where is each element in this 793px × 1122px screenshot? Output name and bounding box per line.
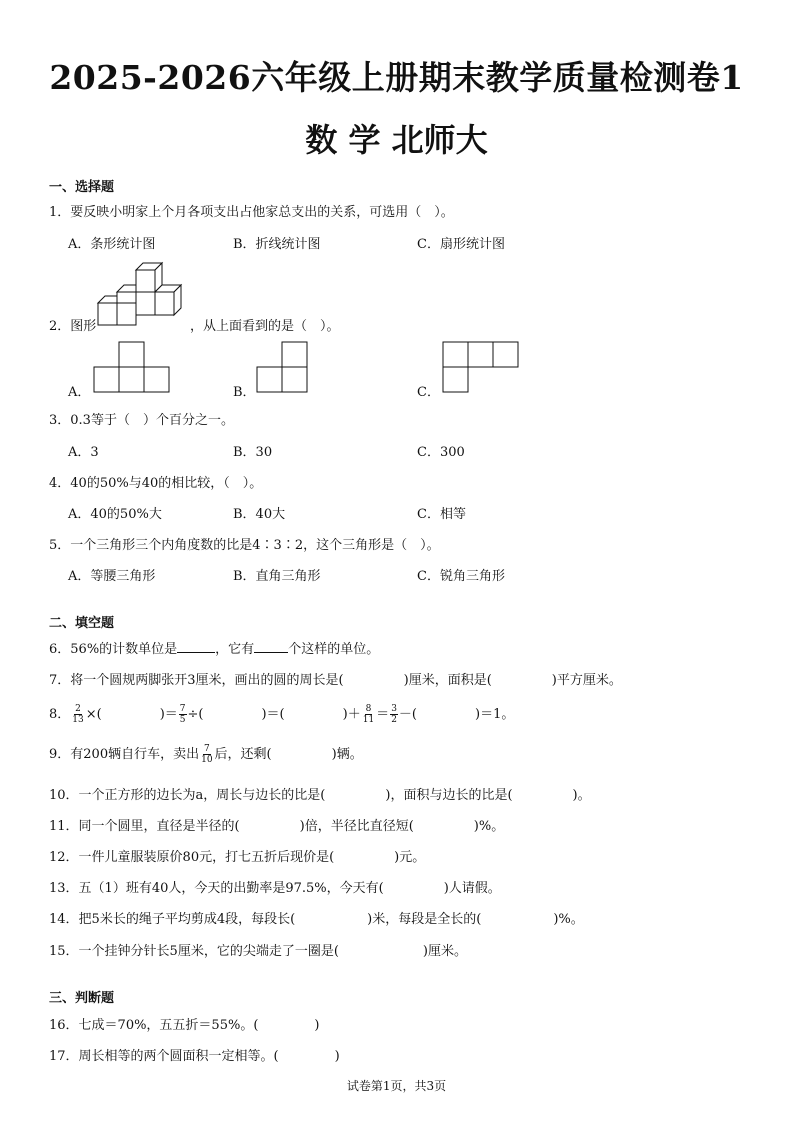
q5-option-c: C．锐角三角形 — [417, 569, 505, 584]
q8-text-1: 8． — [49, 707, 71, 722]
q17-text-1: 17．周长相等的两个圆面积一定相等。( — [49, 1049, 279, 1064]
q14-text-1: 14．把5米长的绳子平均剪成4段，每段长( — [49, 912, 296, 927]
question-5: 5．一个三角形三个内角度数的比是4∶3∶2，这个三角形是（ ）。 — [49, 538, 440, 553]
q7-text-1: 7．将一个圆规两脚张开3厘米，画出的圆的周长是( — [49, 673, 344, 688]
question-4: 4．40的50%与40的相比较，（ ）。 — [49, 476, 263, 491]
q15-text-1: 15．一个挂钟分针长5厘米，它的尖端走了一圈是( — [49, 944, 339, 959]
question-17 — [49, 1045, 340, 1064]
q9-text-1: 9．有200辆自行车，卖出 — [49, 747, 200, 762]
q16-text-2: ) — [314, 1018, 320, 1033]
q13-text-2: )人请假。 — [443, 881, 501, 896]
question-3: 3．0.3等于（ ）个百分之一。 — [49, 413, 234, 428]
q6-blank-2[interactable] — [254, 640, 288, 653]
q16-text-1: 16．七成＝70%，五五折＝55%。( — [49, 1018, 259, 1033]
cube-stack-figure — [98, 263, 188, 327]
q10-text-2: )，面积与边长的比是( — [385, 788, 513, 803]
q8-text-8: －( — [398, 707, 417, 722]
q6-blank-1[interactable] — [177, 640, 215, 653]
question-14 — [49, 908, 584, 927]
q2-option-a-grid — [92, 341, 172, 395]
q4-option-a: A．40的50%大 — [68, 507, 162, 522]
q2-option-b-label: B． — [233, 385, 256, 400]
q2-option-b-grid — [255, 341, 311, 395]
q11-text-3: )%。 — [473, 819, 505, 834]
question-11 — [49, 815, 504, 834]
q6-text-3: 个这样的单位。 — [288, 642, 380, 657]
question-6 — [49, 638, 379, 657]
q8-fraction-4: $\frac{3}{2}$ — [391, 704, 397, 725]
page-subtitle: 数 学 北师大 — [305, 121, 488, 159]
q2-option-c-grid — [441, 341, 523, 395]
q3-option-c: C．300 — [417, 445, 465, 460]
page-title: 2025-2026六年级上册期末教学质量检测卷1 — [49, 58, 744, 97]
q13-text-1: 13．五（1）班有40人，今天的出勤率是97.5%，今天有( — [49, 881, 384, 896]
q4-option-c: C．相等 — [417, 507, 466, 522]
question-8 — [49, 703, 514, 725]
q10-text-1: 10．一个正方形的边长为a，周长与边长的比是( — [49, 788, 326, 803]
q3-option-b: B．30 — [233, 445, 273, 460]
q1-option-a: A．条形统计图 — [68, 237, 156, 252]
q5-option-a: A．等腰三角形 — [68, 569, 156, 584]
question-2-suffix: ，从上面看到的是（ ）。 — [190, 319, 340, 334]
q1-option-b: B．折线统计图 — [233, 237, 321, 252]
q15-text-2: )厘米。 — [422, 944, 467, 959]
q8-fraction-1: $\frac{2}{13}$ — [72, 704, 84, 725]
q1-option-c: C．扇形统计图 — [417, 237, 505, 252]
q2-option-c-label: C． — [417, 385, 440, 400]
q12-text-1: 12．一件儿童服装原价80元，打七五折后现价是( — [49, 850, 335, 865]
question-7 — [49, 669, 622, 688]
q14-text-2: )米，每段是全长的( — [367, 912, 482, 927]
q9-text-3: )辆。 — [331, 747, 363, 762]
q8-fraction-3: $\frac{8}{11}$ — [362, 704, 375, 725]
page-footer: 试卷第1页，共3页 — [346, 1079, 447, 1093]
q8-text-4: ÷( — [187, 707, 204, 722]
q8-text-3: )＝ — [159, 707, 178, 722]
question-12 — [49, 846, 425, 865]
q8-text-7: ＝ — [376, 707, 390, 722]
question-16 — [49, 1014, 319, 1033]
q8-text-5: )＝( — [261, 707, 285, 722]
q10-text-3: )。 — [572, 788, 591, 803]
q7-text-3: )平方厘米。 — [551, 673, 622, 688]
q8-text-9: )＝1。 — [475, 707, 515, 722]
q9-fraction: $\frac{7}{10}$ — [201, 744, 213, 765]
q4-option-b: B．40大 — [233, 507, 286, 522]
question-10 — [49, 784, 591, 803]
question-13 — [49, 877, 501, 896]
question-15 — [49, 940, 467, 959]
section-heading-fill: 二、填空题 — [49, 616, 115, 631]
q6-text-2: ，它有 — [215, 642, 255, 657]
q14-text-3: )%。 — [553, 912, 584, 927]
q9-text-2: 后，还剩( — [214, 747, 272, 762]
q12-text-2: )元。 — [394, 850, 426, 865]
q3-option-a: A．3 — [68, 445, 99, 460]
q8-fraction-2: $\frac{7}{5}$ — [179, 704, 186, 725]
q8-text-2: ×( — [85, 707, 102, 722]
question-9 — [49, 743, 363, 765]
q7-text-2: )厘米，面积是( — [403, 673, 492, 688]
question-2-prefix: 2．图形 — [49, 319, 97, 334]
q5-option-b: B．直角三角形 — [233, 569, 321, 584]
question-1: 1．要反映小明家上个月各项支出占他家总支出的关系，可选用（ ）。 — [49, 205, 454, 220]
section-heading-choice: 一、选择题 — [49, 180, 115, 195]
section-heading-judge: 三、判断题 — [49, 991, 115, 1006]
q8-text-6: )＋ — [342, 707, 361, 722]
q11-text-1: 11．同一个圆里，直径是半径的( — [49, 819, 240, 834]
q17-text-2: ) — [334, 1049, 340, 1064]
q6-text-1: 6．56%的计数单位是 — [49, 642, 178, 657]
q11-text-2: )倍，半径比直径短( — [299, 819, 414, 834]
q2-option-a-label: A． — [68, 385, 91, 400]
